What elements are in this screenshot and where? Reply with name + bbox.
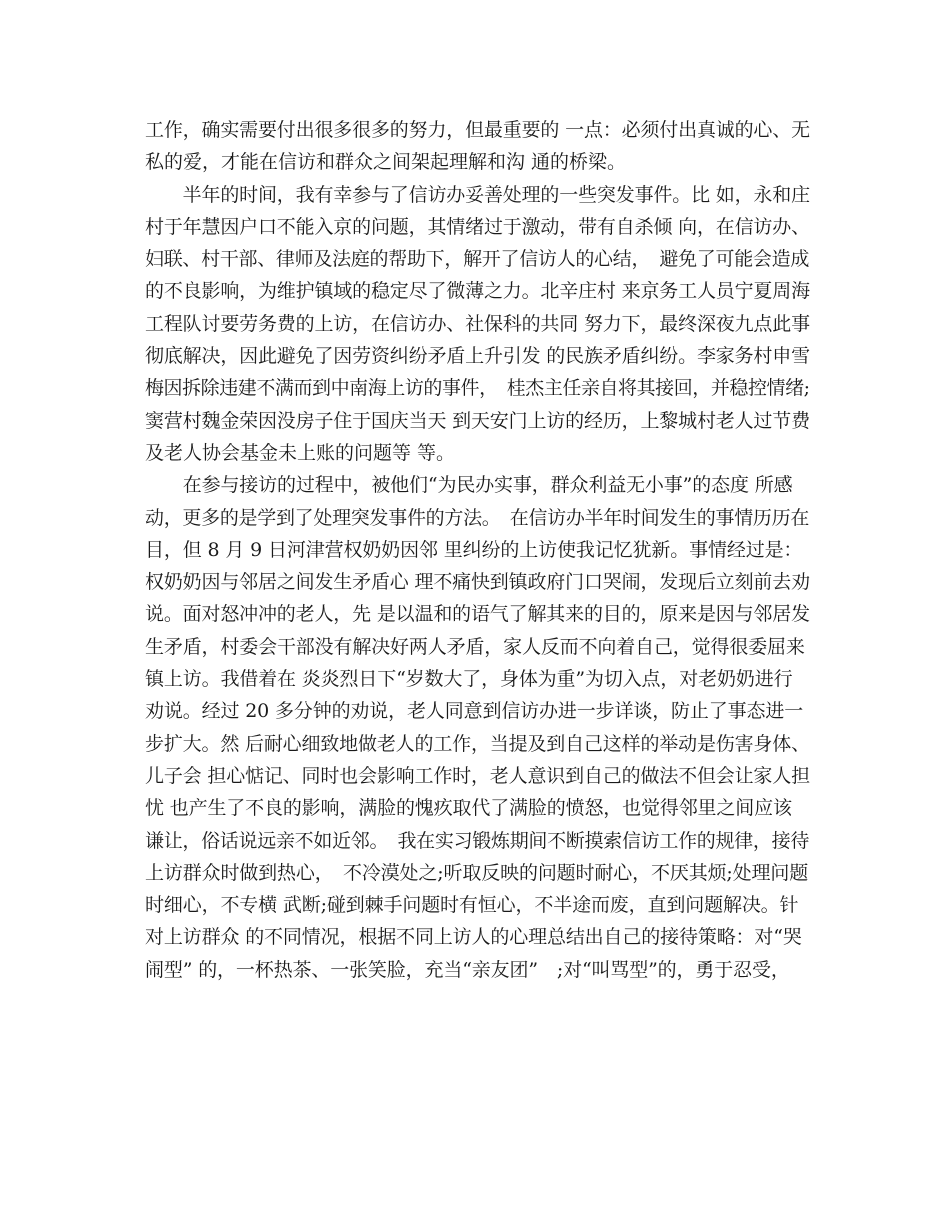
text-line: 忧 也产生了不良的影响，满脸的愧疚取代了满脸的愤怒，也觉得邻里之间应该 — [145, 797, 792, 820]
text-line: 上访群众时做到热心， 不冷漠处之;听取反映的问题时耐心，不厌其烦;处理问题 — [145, 861, 809, 884]
document-body — [145, 114, 815, 986]
text-line: 工作，确实需要付出很多很多的努力，但最重要的 一点：必须付出真诚的心、无 — [145, 119, 810, 141]
text-line: 时细心，不专横 武断;碰到棘手问题时有恒心，不半途而废，直到问题解决。针 — [145, 894, 799, 917]
text-line: 对上访群众 的不同情况，根据不同上访人的心理总结出自己的接待策略：对“哭 — [145, 926, 802, 949]
text-line: 工程队讨要劳务费的上访，在信访办、社保科的共同 努力下，最终深夜九点此事 — [145, 312, 810, 335]
text-line: 及老人协会基金未上账的问题等 等。 — [145, 441, 456, 464]
text-line: 说。面对怒冲冲的老人，先 是以温和的语气了解其来的目的，原来是因与邻居发 — [145, 603, 810, 626]
text-line: 在参与接访的过程中，被他们“为民办实事，群众利益无小事”的态度 所感 — [145, 474, 793, 497]
text-line: 半年的时间，我有幸参与了信访办妥善处理的一些突发事件。比 如，永和庄 — [145, 183, 810, 206]
text-line: 劝说。经过 20 多分钟的劝说，老人同意到信访办进一步详谈，防止了事态进一 — [145, 700, 804, 723]
text-line: 妇联、村干部、律师及法庭的帮助下，解开了信访人的心结， 避免了可能会造成 — [145, 248, 810, 271]
text-line: 生矛盾，村委会干部没有解决好两人矛盾，家人反而不向着自己，觉得很委屈来 — [145, 635, 805, 658]
text-line: 闹型” 的，一杯热茶、一张笑脸，充当“亲友团” ;对“叫骂型”的，勇于忍受， — [145, 958, 790, 981]
text-line: 权奶奶因与邻居之间发生矛盾心 理不痛快到镇政府门口哭闹，发现后立刻前去劝 — [145, 571, 810, 594]
text-line: 私的爱，才能在信访和群众之间架起理解和沟 通的桥梁。 — [145, 151, 627, 174]
text-line: 镇上访。我借着在 炎炎烈日下“岁数大了，身体为重”为切入点，对老奶奶进行 — [145, 668, 793, 691]
text-line: 目，但 8 月 9 日河津营权奶奶因邻 里纠纷的上访使我记忆犹新。事情经过是： — [145, 538, 803, 561]
text-line: 儿子会 担心惦记、同时也会影响工作时，老人意识到自己的做法不但会让家人担 — [145, 764, 810, 787]
text-line: 步扩大。然 后耐心细致地做老人的工作，当提及到自己这样的举动是伤害身体、 — [145, 732, 810, 755]
text-line: 窦营村魏金荣因没房子住于国庆当天 到天安门上访的经历，上黎城村老人过节费 — [145, 409, 810, 432]
text-line: 梅因拆除违建不满而到中南海上访的事件， 桂杰主任亲自将其接回，并稳控情绪; — [145, 377, 810, 400]
text-line: 彻底解决，因此避免了因劳资纠纷矛盾上升引发 的民族矛盾纠纷。李家务村申雪 — [145, 345, 810, 368]
text-line: 谦让，俗话说远亲不如近邻。 我在实习锻炼期间不断摸索信访工作的规律，接待 — [145, 829, 810, 852]
text-line: 村于年慧因户口不能入京的问题，其情绪过于激动，带有自杀倾 向，在信访办、 — [145, 215, 810, 238]
text-line: 的不良影响，为维护镇域的稳定尽了微薄之力。北辛庄村 来京务工人员宁夏周海 — [145, 280, 810, 303]
text-line: 动，更多的是学到了处理突发事件的方法。 在信访办半年时间发生的事情历历在 — [145, 506, 810, 529]
